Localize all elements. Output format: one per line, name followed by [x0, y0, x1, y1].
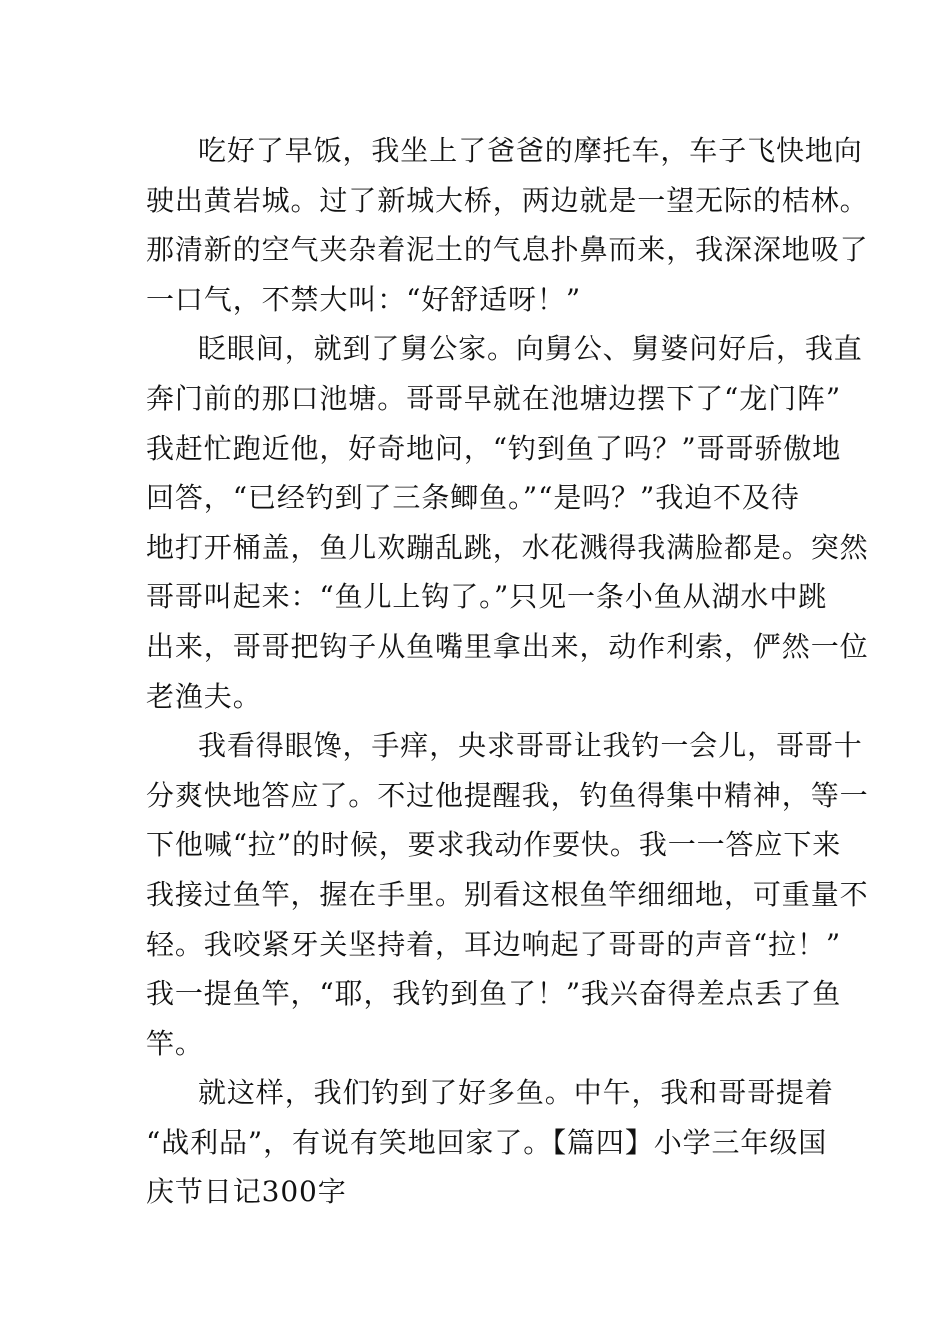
text-line: 驶出黄岩城。过了新城大桥，两边就是一望无际的桔林。 — [146, 183, 869, 217]
text-line: 老渔夫。 — [146, 679, 262, 713]
text-line: 那清新的空气夹杂着泥土的气息扑鼻而来，我深深地吸了 — [146, 233, 869, 267]
text-line: 轻。我咬紧牙关坚持着，耳边响起了哥哥的声音“拉！” — [146, 927, 842, 961]
text-line: 分爽快地答应了。不过他提醒我，钓鱼得集中精神，等一 — [146, 778, 869, 812]
text-line: 我看得眼馋，手痒，央求哥哥让我钓一会儿，哥哥十 — [198, 729, 863, 763]
document-body — [146, 126, 869, 1217]
text-line: 奔门前的那口池塘。哥哥早就在池塘边摆下了“龙门阵” — [146, 381, 842, 415]
text-line: 出来，哥哥把钩子从鱼嘴里拿出来，动作利索，俨然一位 — [146, 629, 869, 663]
text-line: 我赶忙跑近他，好奇地问，“钓到鱼了吗？”哥哥骄傲地 — [146, 431, 842, 465]
text-line: 眨眼间，就到了舅公家。向舅公、舅婆问好后，我直 — [198, 332, 863, 366]
text-line: 回答，“已经钓到了三条鲫鱼。”“是吗？”我迫不及待 — [146, 481, 800, 515]
text-line: 地打开桶盖，鱼儿欢蹦乱跳，水花溅得我满脸都是。突然 — [146, 530, 869, 564]
text-line: 一口气，不禁大叫：“好舒适呀！” — [146, 282, 582, 316]
text-line: 就这样，我们钓到了好多鱼。中午，我和哥哥提着 — [198, 1076, 834, 1110]
text-line: 我接过鱼竿，握在手里。别看这根鱼竿细细地，可重量不 — [146, 877, 869, 911]
text-line: 庆节日记300字 — [146, 1175, 347, 1209]
text-line: “战利品”，有说有笑地回家了。【篇四】小学三年级国 — [146, 1125, 828, 1159]
text-line: 下他喊“拉”的时候，要求我动作要快。我一一答应下来 — [146, 828, 842, 862]
text-line: 吃好了早饭，我坐上了爸爸的摩托车，车子飞快地向 — [198, 134, 863, 167]
text-line: 竿。 — [146, 1026, 204, 1060]
text-line: 哥哥叫起来：“鱼儿上钩了。”只见一条小鱼从湖水中跳 — [146, 580, 828, 614]
text-line: 我一提鱼竿，“耶，我钓到鱼了！”我兴奋得差点丢了鱼 — [146, 977, 842, 1011]
